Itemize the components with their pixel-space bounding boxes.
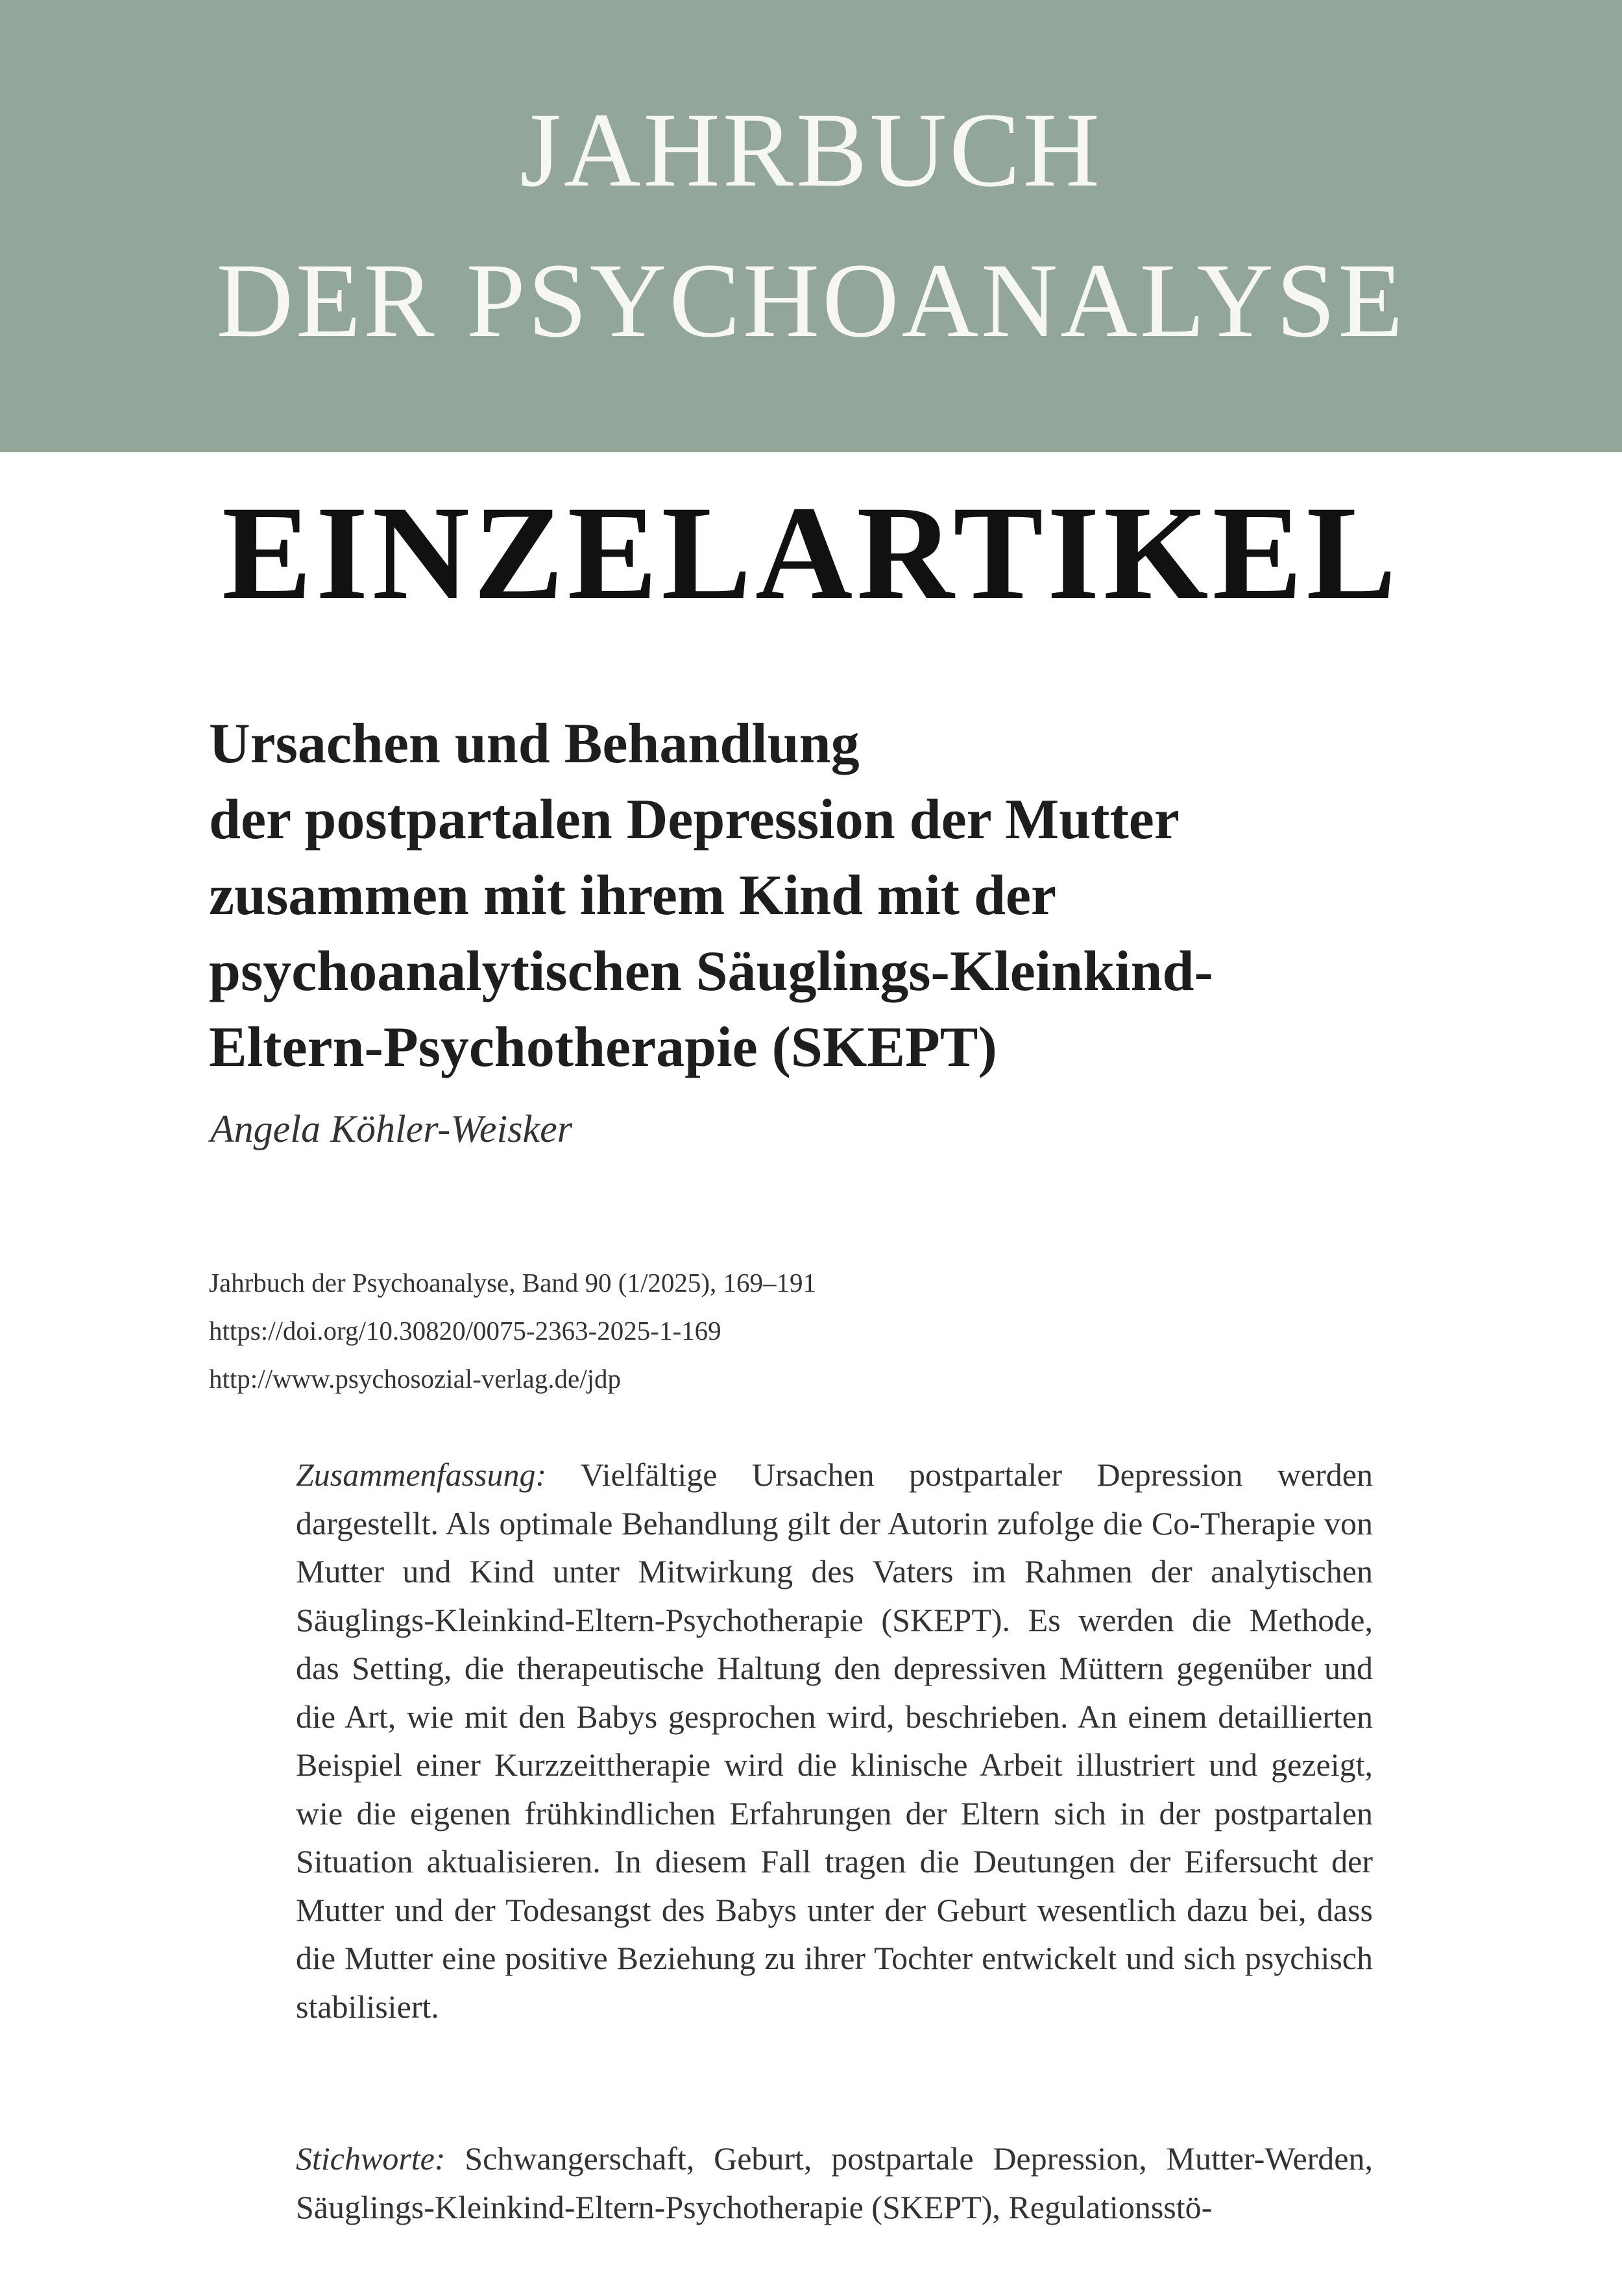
- article-title-line: der postpartalen Depression der Mutter: [209, 788, 1180, 851]
- keywords: [296, 2134, 1373, 2231]
- abstract: [296, 1451, 1373, 2031]
- article-title-line: Eltern-Psychotherapie (SKEPT): [209, 1016, 997, 1079]
- doi-link[interactable]: https://doi.org/10.30820/0075-2363-2025-1-169: [209, 1316, 721, 1346]
- journal-title-line-2: DER PSYCHOANALYSE: [216, 242, 1406, 359]
- abstract-text: Vielfältige Ursachen postpartaler Depression werden dargestellt. Als optimale Behandlung gilt der Autorin zufolge die Co-Therapie von Mutter und Kind unter Mitwirkung des Vaters im Rahmen der analytischen Säuglings-Kleinkind-Eltern-Psychotherapie (SKEPT). Es werden die Methode, das Setting, die therapeutische Haltung den depressiven Müttern gegenüber und die Art, wie mit den Babys gesprochen wird, beschrieben. An einem detaillierten Beispiel einer Kurzzeittherapie wird die klinische Arbeit illustriert und gezeigt, wie die eigenen frühkindlichen Erfahrungen der Eltern sich in der postpartalen Situation aktualisieren. In diesem Fall tragen die Deutungen der Eifersucht der Mutter und der Todesangst des Babys unter der Geburt wesentlich dazu bei, dass die Mutter eine positive Beziehung zu ihrer Tochter entwickelt und sich psychisch stabilisiert.: [296, 1456, 1373, 2025]
- article-title-line: psychoanalytischen Säuglings-Kleinkind-: [209, 940, 1213, 1003]
- article-author: Angela Köhler-Weisker: [210, 1107, 573, 1150]
- article-title-line: Ursachen und Behandlung: [209, 712, 860, 775]
- publisher-link[interactable]: http://www.psychosozial-verlag.de/jdp: [209, 1364, 621, 1394]
- article-title-line: zusammen mit ihrem Kind mit der: [209, 864, 1057, 927]
- keywords-label: Stichworte:: [296, 2140, 446, 2177]
- abstract-label: Zusammenfassung:: [296, 1456, 547, 1493]
- section-label: EINZELARTIKEL: [221, 478, 1401, 627]
- keywords-text: Schwangerschaft, Geburt, postpartale Depression, Mutter-Werden, Säuglings-Kleinkind-Eltern-Psychotherapie (SKEPT), Regulationsstö-: [296, 2140, 1373, 2225]
- journal-title-line-1: JAHRBUCH: [520, 91, 1102, 209]
- article-title: [209, 706, 1442, 1085]
- publication-meta: [209, 1259, 816, 1403]
- citation: Jahrbuch der Psychoanalyse, Band 90 (1/2025), 169–191: [209, 1268, 816, 1298]
- journal-banner: [0, 0, 1622, 452]
